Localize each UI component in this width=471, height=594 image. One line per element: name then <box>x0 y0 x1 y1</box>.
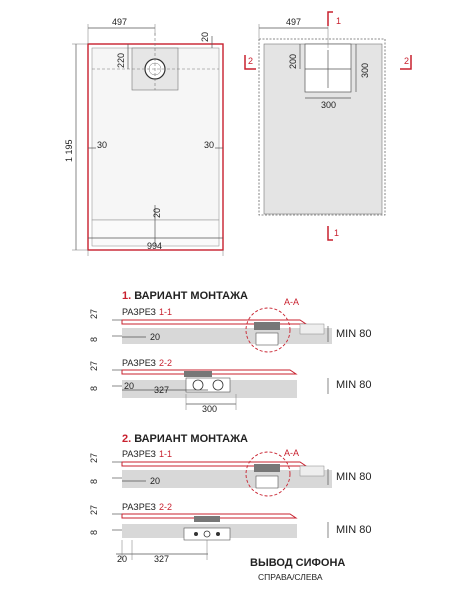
variant-2-min-80-b: MIN 80 <box>336 524 372 536</box>
dim-plan-half-width: 497 <box>112 17 128 27</box>
dim-section-drain-offset: 200 <box>288 53 298 69</box>
cut-marker-1-bottom <box>328 226 339 240</box>
cut-marker-2-left <box>245 55 256 69</box>
variant-1-section-2-drawing <box>112 370 297 398</box>
variant-1-heading: 1. ВАРИАНТ МОНТАЖА <box>122 290 248 302</box>
variant-2-section-2-drawing <box>112 514 297 540</box>
dim-plan-top-offset: 20 <box>200 31 210 42</box>
variant-1-drain-300: 300 <box>202 404 218 414</box>
variant-1-edge-20-b: 20 <box>124 381 135 391</box>
variant-1-section-2-label: РАЗРЕЗ 2-2 <box>122 358 172 368</box>
variant-1 <box>89 290 371 414</box>
svg-text:1: 1 <box>334 228 340 238</box>
variant-2-min-80-a: MIN 80 <box>336 471 372 483</box>
variant-2-height-27-b: 27 <box>89 504 99 515</box>
dim-plan-edge-left: 30 <box>97 140 108 150</box>
dim-section-half-width: 497 <box>286 17 302 27</box>
siphon-title: ВЫВОД СИФОНА <box>250 557 346 569</box>
dim-plan-outer-width: 994 <box>147 241 163 251</box>
variant-2-section-1-label: РАЗРЕЗ 1-1 <box>122 449 172 459</box>
cut-marker-1-top <box>328 12 341 26</box>
dim-plan-edge-right: 30 <box>204 140 215 150</box>
installation-plan-view <box>245 12 411 240</box>
variant-1-section-1-label: РАЗРЕЗ 1-1 <box>122 307 172 317</box>
variant-1-height-8: 8 <box>89 336 99 342</box>
variant-2-edge-20-b: 20 <box>117 554 128 564</box>
variant-2 <box>89 433 371 582</box>
variant-1-height-27: 27 <box>89 308 99 319</box>
siphon-point-left <box>194 532 198 536</box>
siphon-point-center <box>204 531 210 537</box>
variant-1-height-8-b: 8 <box>89 385 99 391</box>
dim-section-drain-height: 300 <box>360 62 370 78</box>
variant-2-heading: 2. ВАРИАНТ МОНТАЖА <box>122 433 248 445</box>
variant-1-edge-20: 20 <box>150 332 161 342</box>
variant-2-section-2-label: РАЗРЕЗ 2-2 <box>122 502 172 512</box>
svg-text:2: 2 <box>404 56 410 66</box>
dim-plan-length: 1 195 <box>64 139 74 162</box>
variant-1-offset-327: 327 <box>154 385 170 395</box>
cut-marker-2-right <box>400 55 411 69</box>
dim-plan-drain-offset: 220 <box>116 52 126 68</box>
variant-1-height-27-b: 27 <box>89 360 99 371</box>
variant-2-height-8: 8 <box>89 478 99 484</box>
variant-2-detail-label: А-А <box>284 448 300 458</box>
variant-2-edge-20: 20 <box>150 476 161 486</box>
tray-plan-view <box>64 17 223 256</box>
variant-1-detail-label: А-А <box>284 297 300 307</box>
variant-2-height-27: 27 <box>89 452 99 463</box>
siphon-subtitle: СПРАВА/СЛЕВА <box>258 572 323 582</box>
dim-plan-edge-bottom: 20 <box>152 207 162 218</box>
variant-2-offset-327: 327 <box>154 554 170 564</box>
svg-text:2: 2 <box>248 56 254 66</box>
svg-text:1: 1 <box>336 16 342 26</box>
variant-2-height-8-b: 8 <box>89 529 99 535</box>
siphon-point-right <box>216 532 220 536</box>
dim-section-drain-width: 300 <box>321 100 337 110</box>
variant-1-min-80-a: MIN 80 <box>336 328 372 340</box>
variant-1-min-80-b: MIN 80 <box>336 379 372 391</box>
